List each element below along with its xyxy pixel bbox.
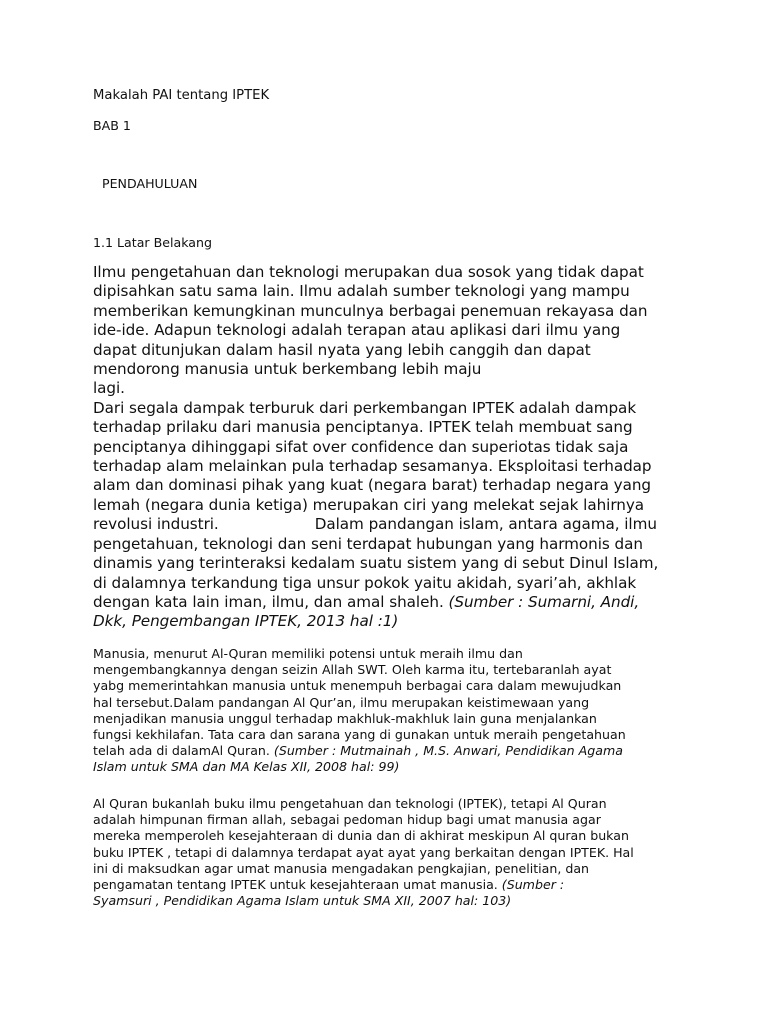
paragraph-latar-belakang bbox=[93, 263, 693, 632]
paragraph-al-quran-potensi bbox=[93, 646, 693, 776]
text-line: menjadikan manusia unggul terhadap makhluk-makhluk lain guna menjalankan bbox=[93, 710, 597, 726]
text-line bbox=[93, 593, 693, 612]
citation: (Sumber : Sumarni, Andi, bbox=[448, 592, 640, 611]
text-line: Ilmu pengetahuan dan teknologi merupakan dua sosok yang tidak dapat bbox=[93, 263, 644, 281]
text-line: terhadap alam melainkan pula terhadap sesamanya. Eksploitasi terhadap bbox=[93, 457, 652, 476]
section-heading: 1.1 Latar Belakang bbox=[93, 235, 212, 250]
text-line: dipisahkan satu sama lain. Ilmu adalah sumber teknologi yang mampu bbox=[93, 282, 630, 301]
citation: (Sumber : Mutmainah , M.S. Anwari, Pendidikan Agama bbox=[273, 743, 623, 759]
text-fragment: revolusi industri. bbox=[93, 515, 219, 534]
text-line: Al Quran bukanlah buku ilmu pengetahuan dan teknologi (IPTEK), tetapi Al Quran bbox=[93, 796, 607, 811]
text-fragment: dengan kata lain iman, ilmu, dan amal shaleh. bbox=[93, 592, 449, 611]
text-line: adalah himpunan firman allah, sebagai pedoman hidup bagi umat manusia agar bbox=[93, 812, 601, 828]
text-line: terhadap prilaku dari manusia penciptanya. IPTEK telah membuat sang bbox=[93, 418, 633, 437]
text-line: Dari segala dampak terburuk dari perkembangan IPTEK adalah dampak bbox=[93, 398, 637, 417]
text-line: mereka memperoleh kesejahteraan di dunia dan di akhirat meskipun Al quran bukan bbox=[93, 828, 629, 844]
text-fragment: telah ada di dalamAl Quran. bbox=[93, 743, 274, 759]
text-line: dapat ditunjukan dalam hasil nyata yang lebih canggih dan dapat bbox=[93, 340, 591, 359]
text-line: memberikan kemungkinan munculnya berbagai penemuan rekayasa dan bbox=[93, 301, 648, 320]
text-line: alam dan dominasi pihak yang kuat (negara barat) terhadap negara yang bbox=[93, 476, 651, 495]
document-title: Makalah PAI tentang IPTEK bbox=[93, 88, 270, 103]
citation: (Sumber : bbox=[501, 877, 565, 893]
chapter-title: PENDAHULUAN bbox=[102, 176, 198, 191]
text-line: hal tersebut.Dalam pandangan Al Qur’an, ilmu merupakan keistimewaan yang bbox=[93, 694, 590, 710]
text-line bbox=[93, 743, 693, 759]
text-line: Manusia, menurut Al-Quran memiliki potensi untuk meraih ilmu dan bbox=[93, 646, 523, 661]
text-line: mendorong manusia untuk berkembang lebih maju bbox=[93, 360, 482, 379]
text-line: dinamis yang terinteraksi kedalam suatu sistem yang di sebut Dinul Islam, bbox=[93, 554, 659, 573]
text-line: lagi. bbox=[93, 379, 125, 398]
text-line: ide-ide. Adapun teknologi adalah terapan atau aplikasi dari ilmu yang bbox=[93, 321, 621, 340]
text-fragment: Dalam pandangan islam, antara agama, ilmu bbox=[314, 515, 657, 534]
text-line: penciptanya dihinggapi sifat over confidence dan superiotas tidak saja bbox=[93, 437, 629, 456]
text-fragment: pengamatan tentang IPTEK untuk kesejahteraan umat manusia. bbox=[93, 877, 502, 893]
chapter-number: BAB 1 bbox=[93, 118, 131, 133]
text-line: fungsi kekhilafan. Tata cara dan sarana yang di gunakan untuk meraih pengetahuan bbox=[93, 727, 626, 743]
text-line bbox=[93, 877, 693, 893]
text-line: mengembangkannya dengan seizin Allah SWT. Oleh karma itu, tertebaranlah ayat bbox=[93, 662, 612, 678]
text-line: pengetahuan, teknologi dan seni terdapat hubungan yang harmonis dan bbox=[93, 534, 643, 553]
text-line: lemah (negara dunia ketiga) merupakan ciri yang melekat sejak lahirnya bbox=[93, 495, 645, 514]
citation: Dkk, Pengembangan IPTEK, 2013 hal :1) bbox=[93, 612, 399, 631]
paragraph-al-quran-iptek bbox=[93, 796, 693, 909]
text-line: ini di maksudkan agar umat manusia mengadakan pengkajian, penelitian, dan bbox=[93, 860, 590, 876]
text-line: di dalamnya terkandung tiga unsur pokok yaitu akidah, syari’ah, akhlak bbox=[93, 573, 637, 592]
text-line: buku IPTEK , tetapi di dalamnya terdapat ayat ayat yang berkaitan dengan IPTEK. Hal bbox=[93, 844, 634, 860]
text-line: yabg memerintahkan manusia untuk menempuh berbagai cara dalam mewujudkan bbox=[93, 678, 622, 694]
citation: Islam untuk SMA dan MA Kelas XII, 2008 hal: 99) bbox=[93, 759, 400, 775]
citation: Syamsuri , Pendidikan Agama Islam untuk SMA XII, 2007 hal: 103) bbox=[93, 893, 512, 909]
text-line bbox=[93, 515, 693, 534]
